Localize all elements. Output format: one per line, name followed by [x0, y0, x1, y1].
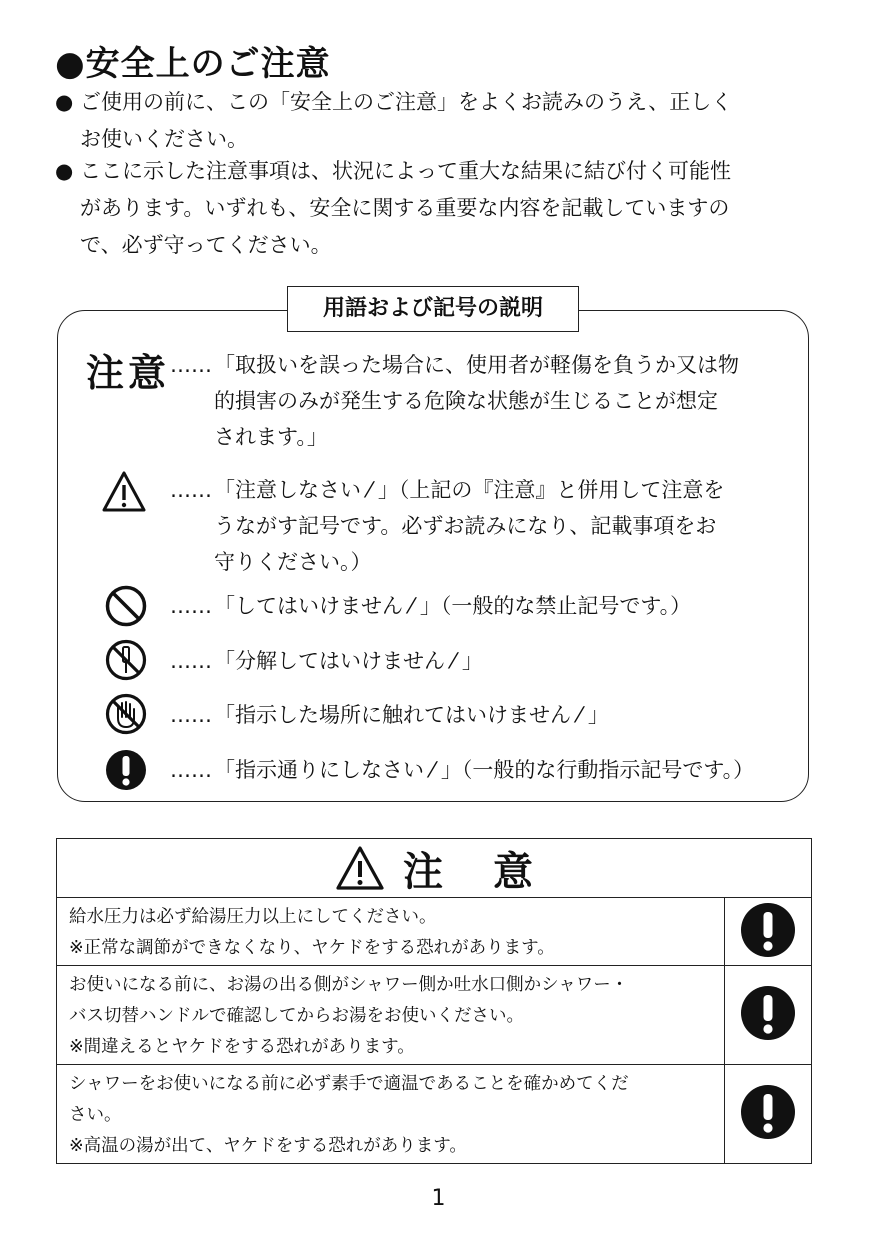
row-line: ※正常な調節ができなくなり、ヤケドをする恐れがあります。 — [69, 938, 555, 958]
legend-header: 用語および記号の説明 — [287, 286, 579, 332]
intro-paragraph — [55, 153, 825, 264]
row-line: ※高温の湯が出て、ヤケドをする恐れがあります。 — [69, 1136, 467, 1156]
intro-line: ここに示した注意事項は、状況によって重大な結果に結び付く可能性 — [80, 159, 731, 183]
table-row — [57, 966, 811, 1065]
definition-line: 「取扱いを誤った場合に、使用者が軽傷を負うか又は物 — [214, 353, 739, 377]
leader-dots: …… — [170, 703, 212, 727]
entry-line: 「分解してはいけません ⁄ 」 — [214, 649, 483, 673]
no-touch-icon — [104, 692, 148, 736]
row-line: さい。 — [69, 1105, 122, 1125]
page-title: ●安全上のご注意 — [55, 44, 331, 84]
caution-signal-word: 注意 — [86, 351, 171, 395]
mandatory-action-icon — [104, 748, 148, 792]
entry-line: 「指示通りにしなさい ⁄ 」（一般的な行動指示記号です。） — [214, 758, 755, 782]
row-line: お使いになる前に、お湯の出る側がシャワー側か吐水口側かシャワー・ — [69, 975, 629, 995]
leader-dots: …… — [170, 353, 212, 377]
intro-line: ご使用の前に、この「安全上のご注意」をよくお読みのうえ、正しく — [80, 90, 733, 114]
row-line: シャワーをお使いになる前に必ず素手で適温であることを確かめてくだ — [69, 1074, 629, 1094]
intro-line: お使いください。 — [80, 127, 248, 151]
warning-triangle-icon — [102, 470, 146, 514]
leader-dots: …… — [170, 758, 212, 782]
row-line: 給水圧力は必ず給湯圧力以上にしてください。 — [69, 907, 437, 927]
row-line: ※間違えるとヤケドをする恐れがあります。 — [69, 1037, 415, 1057]
legend-entry — [170, 697, 609, 733]
entry-line: 守りください。） — [214, 550, 372, 574]
caution-table-title: 注意 — [403, 848, 583, 895]
intro-line: があります。いずれも、安全に関する重要な内容を記載していますの — [80, 196, 730, 220]
entry-line: 「指示した場所に触れてはいけません ⁄ 」 — [214, 703, 609, 727]
leader-dots: …… — [170, 649, 212, 673]
legend-entry — [170, 752, 754, 788]
warning-triangle-icon — [335, 845, 385, 891]
definition-line: されます。」 — [214, 425, 328, 449]
entry-line: 「してはいけません ⁄ 」（一般的な禁止記号です。） — [214, 594, 692, 618]
leader-dots: …… — [170, 478, 212, 502]
page-number: 1 — [431, 1186, 446, 1211]
intro-paragraph — [55, 84, 825, 158]
leader-dots: …… — [170, 594, 212, 618]
intro-line: で、必ず守ってください。 — [80, 233, 332, 257]
bullet: ● — [55, 159, 74, 183]
caution-table — [56, 838, 812, 1164]
mandatory-action-icon — [740, 985, 796, 1045]
definition-line: 的損害のみが発生する危険な状態が生じることが想定 — [214, 389, 718, 413]
entry-line: うながす記号です。必ずお読みになり、記載事項をお — [214, 514, 717, 538]
legend-entry — [170, 643, 483, 679]
mandatory-action-icon — [740, 1084, 796, 1144]
legend-entry — [170, 472, 724, 580]
row-line: バス切替ハンドルで確認してからお湯をお使いください。 — [69, 1006, 524, 1026]
table-row — [57, 898, 811, 966]
entry-line: 「注意しなさい ⁄ 」（上記の『注意』と併用して注意を — [214, 478, 725, 502]
table-row — [57, 1065, 811, 1163]
bullet: ● — [55, 90, 74, 114]
legend-entry — [170, 588, 691, 624]
mandatory-action-icon — [740, 902, 796, 962]
caution-definition — [170, 347, 739, 455]
caution-table-header — [57, 839, 811, 898]
prohibition-icon — [104, 584, 148, 628]
no-disassembly-icon — [104, 638, 148, 682]
